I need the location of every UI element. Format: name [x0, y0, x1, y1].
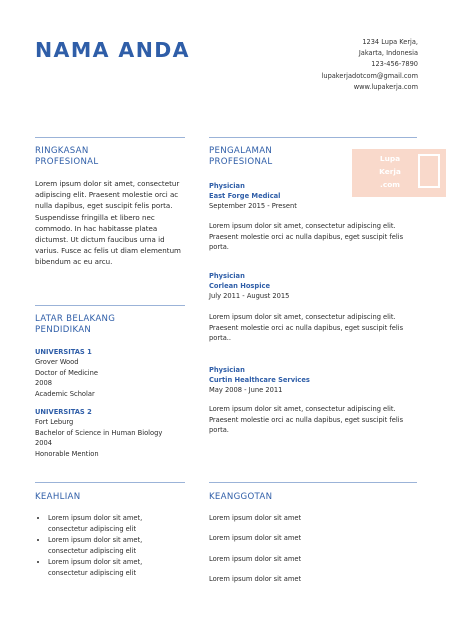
section-divider [35, 482, 185, 483]
contact-city: Jakarta, Indonesia [358, 49, 418, 58]
section-divider [209, 482, 417, 483]
education-item [35, 347, 195, 399]
skill-text: Lorem ipsum dolor sit amet, [48, 514, 143, 522]
job-description: Lorem ipsum dolor sit amet, consectetur adipiscing elit. Praesent molestie orci ac nulla dapibus, eget suscipit felis porta.. [209, 313, 404, 343]
education-title [35, 314, 115, 336]
summary-title-line: RINGKASAN [35, 146, 89, 156]
membership-item: Lorem ipsum dolor sit amet [209, 555, 302, 563]
section-divider [209, 137, 417, 138]
job-role: Physician [209, 366, 245, 374]
skill-item [48, 535, 195, 556]
skill-text: Lorem ipsum dolor sit amet, [48, 536, 143, 544]
education-note: Honorable Mention [35, 449, 99, 458]
summary-title [35, 146, 98, 168]
experience-title [209, 146, 272, 168]
contact-website: www.lupakerja.com [353, 82, 418, 91]
skill-text: consectetur adipiscing elit [48, 568, 137, 577]
education-note: Academic Scholar [35, 389, 95, 398]
job-role: Physician [209, 272, 245, 280]
summary-text: Lorem ipsum dolor sit amet, consectetur adipiscing elit. Praesent molestie orci ac nulla dapibus, eget suscipit felis porta. Suspendisse fringilla et libero nec commodo. In hac habitasse platea dictumst. Ut dictum faucibus urna id varius. Fusce ac felis ut diam elementum bibendum ac eu arcu. [35, 179, 181, 267]
education-item [35, 407, 195, 459]
education-title-line: PENDIDIKAN [35, 325, 92, 335]
education-place: Grover Wood [35, 358, 79, 367]
education-title-line: LATAR BELAKANG [35, 314, 116, 324]
job-entry [209, 365, 310, 395]
contact-phone: 123-456-7890 [371, 60, 418, 69]
education-degree: Bachelor of Science in Human Biology [35, 428, 163, 437]
job-company: East Forge Medical [209, 192, 281, 200]
watermark-logo-icon [418, 154, 440, 188]
skill-text: consectetur adipiscing elit [48, 524, 137, 533]
contact-address-line: 1234 Lupa Kerja, [362, 38, 418, 46]
experience-title-line: PROFESIONAL [209, 157, 273, 167]
education-school: UNIVERSITAS 2 [35, 408, 92, 416]
membership-item: Lorem ipsum dolor sit amet [209, 534, 302, 542]
resume-name: NAMA ANDA [35, 38, 190, 62]
job-description: Lorem ipsum dolor sit amet, consectetur adipiscing elit. Praesent molestie orci ac nulla dapibus, eget suscipit felis porta. [209, 222, 404, 252]
section-divider [35, 305, 185, 306]
summary-title-line: PROFESIONAL [35, 157, 99, 167]
skill-item [48, 513, 195, 534]
education-place: Fort Leburg [35, 418, 74, 427]
contact-email: lupakerjadotcom@gmail.com [321, 71, 418, 80]
job-entry [209, 271, 289, 301]
skill-text: Lorem ipsum dolor sit amet, [48, 558, 143, 566]
education-year: 2008 [35, 379, 53, 388]
job-period: May 2008 - June 2011 [209, 386, 283, 394]
section-divider [35, 137, 185, 138]
experience-title-line: PENGALAMAN [209, 146, 273, 156]
watermark-text [362, 152, 418, 191]
job-period: September 2015 - Present [209, 202, 297, 210]
membership-title: KEANGGOTAN [209, 492, 273, 502]
education-year: 2004 [35, 439, 53, 448]
watermark-line: .com [380, 180, 400, 189]
membership-item: Lorem ipsum dolor sit amet [209, 514, 302, 522]
job-role: Physician [209, 182, 245, 190]
job-company: Curtin Healthcare Services [209, 376, 310, 384]
contact-info [322, 37, 418, 93]
skill-item [48, 557, 195, 578]
skill-text: consectetur adipiscing elit [48, 546, 137, 555]
job-period: July 2011 - August 2015 [209, 292, 290, 300]
job-company: Corlean Hospice [209, 282, 270, 290]
education-degree: Doctor of Medicine [35, 368, 98, 377]
education-school: UNIVERSITAS 1 [35, 348, 92, 356]
watermark-line: Lupa [379, 154, 401, 163]
watermark-line: Kerja [379, 167, 401, 176]
skills-list [35, 513, 195, 579]
membership-item: Lorem ipsum dolor sit amet [209, 575, 302, 583]
job-entry [209, 181, 297, 211]
job-description: Lorem ipsum dolor sit amet, consectetur adipiscing elit. Praesent molestie orci ac nulla dapibus, eget suscipit felis porta. [209, 405, 404, 435]
skills-title: KEAHLIAN [35, 492, 81, 502]
